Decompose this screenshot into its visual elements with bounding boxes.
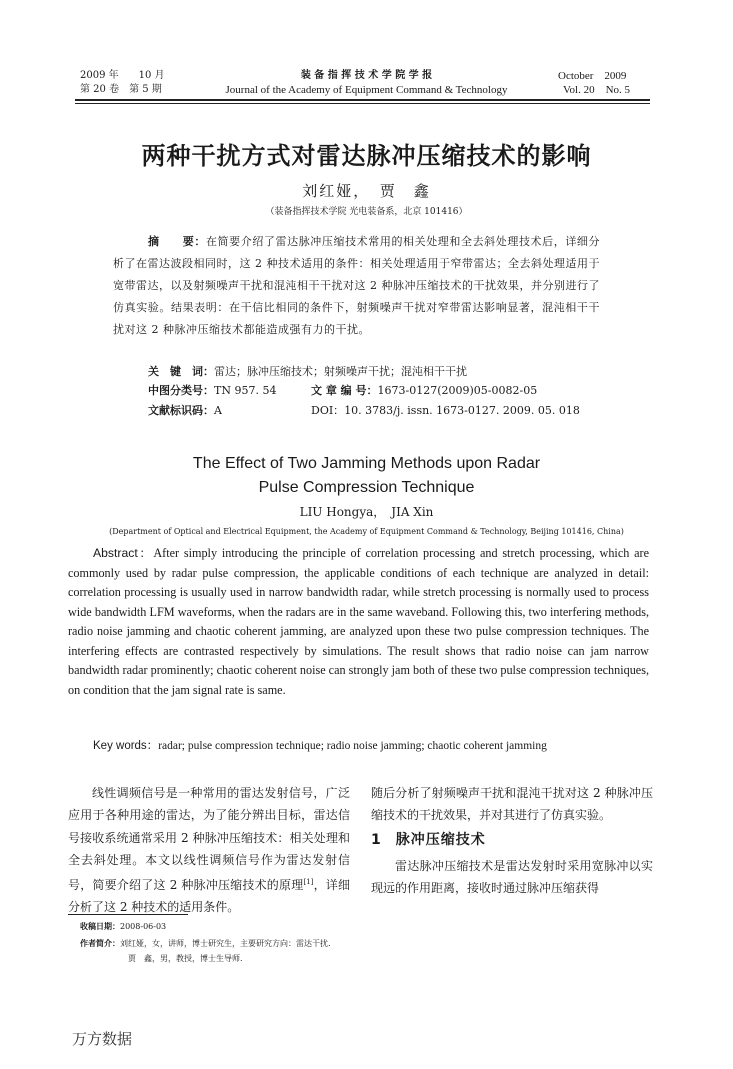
received-date: 2008-06-03 <box>120 922 167 931</box>
clc-label: 中图分类号： <box>148 384 214 397</box>
paper-title-cn: 两种干扰方式对雷达脉冲压缩技术的影响 <box>141 142 592 170</box>
doc-code-label: 文献标识码： <box>148 404 214 417</box>
citation-ref: [1] <box>303 878 314 887</box>
header-rule <box>75 99 650 101</box>
footnote-bio2: 贾 鑫，男，教授，博士生导师. <box>128 954 243 963</box>
header-volume: 第 20 卷 第 5 期 <box>80 84 162 95</box>
clc-number <box>148 382 276 400</box>
paper-title-en-line1: The Effect of Two Jamming Methods upon Radar <box>192 455 541 472</box>
journal-name-cn: 装 备 指 挥 技 术 学 院 学 报 <box>300 70 433 81</box>
doi-label: DOI： <box>311 404 345 417</box>
affiliation-cn: （装备指挥技术学院 光电装备系，北京 101416） <box>265 207 468 217</box>
journal-name-en: Journal of the Academy of Equipment Command & Technology <box>225 84 508 96</box>
abstract-cn-label: 摘 要： <box>148 235 206 248</box>
footnote-rule <box>68 914 188 915</box>
section-paragraph: 雷达脉冲压缩技术是雷达发射时采用宽脉冲以实现远的作用距离，接收时通过脉冲压缩获得 <box>371 858 653 896</box>
watermark: 万方数据 <box>72 1030 133 1048</box>
abstract-cn <box>113 231 600 341</box>
article-no-label: 文 章 编 号： <box>311 384 378 397</box>
header-rule-thin <box>75 103 650 104</box>
clc-value: TN 957. 54 <box>214 384 277 397</box>
authors-cn: 刘红娅， 贾 鑫 <box>302 182 431 200</box>
abstract-cn-text: 在简要介绍了雷达脉冲压缩技术常用的相关处理和全去斜处理技术后，详细分析了在雷达波段相同时，这 2 种技术适用的条件：相关处理适用于窄带雷达；全去斜处理适用于宽带雷达，以及射频噪声干扰和混沌相干干扰对这 2 种脉冲压缩技术的干扰效果，并分别进行了仿真实验。结果表明：在干信比相同的条件下，射频噪声干扰对窄带雷达影响显著，混沌相干干扰对这 2 种脉冲压缩技术都能造成强有力的干扰。 <box>113 235 601 336</box>
bio-author1: 刘红娅，女，讲师，博士研究生，主要研究方向：雷达干扰. <box>120 939 331 948</box>
doi <box>311 402 580 420</box>
received-label: 收稿日期： <box>80 922 120 931</box>
document-code <box>148 402 222 420</box>
section-heading <box>371 829 653 851</box>
keywords-cn <box>148 363 467 381</box>
intro-text-a: 线性调频信号是一种常用的雷达发射信号，广泛应用于各种用途的雷达，为了能分辨出目标，雷达信号接收系统通常采用 2 种脉冲压缩技术：相关处理和全去斜处理。本文以线性调频信号作为雷达发射信号，简要介绍了这 2 种脉冲压缩技术的原理 <box>68 786 350 893</box>
article-number <box>311 382 537 400</box>
authors-en: LIU Hongya， JIA Xin <box>299 505 434 519</box>
abstract-en <box>68 544 649 700</box>
header-vol-en: Vol. 20 No. 5 <box>563 84 631 96</box>
intro-text-b: ，详细分析了这 2 种技术的适用条件。 <box>68 878 350 915</box>
intro-paragraph <box>68 782 350 919</box>
section-number: 1 <box>371 831 382 848</box>
footnote-received <box>80 918 166 935</box>
keywords-cn-text: 雷达；脉冲压缩技术；射频噪声干扰；混沌相干干扰 <box>214 365 467 378</box>
header-month-en: October 2009 <box>558 70 627 82</box>
affiliation-en: (Department of Optical and Electrical Equipment, the Academy of Equipment Command & Technology, Beijing 101416, China) <box>109 527 624 536</box>
body-column-left <box>68 782 350 919</box>
doi-value: 10. 3783/j. issn. 1673-0127. 2009. 05. 018 <box>344 404 580 417</box>
section-title: 脉冲压缩技术 <box>395 831 486 848</box>
header-date: 2009 年 10 月 <box>80 70 165 81</box>
body-column-right <box>371 782 653 899</box>
bio-label: 作者简介： <box>80 939 120 948</box>
article-no-value: 1673-0127(2009)05-0082-05 <box>377 384 538 397</box>
keywords-en-text: radar; pulse compression technique; radio noise jamming; chaotic coherent jamming <box>158 740 547 752</box>
keywords-en <box>93 737 547 753</box>
paper-title-en-line2: Pulse Compression Technique <box>258 479 475 496</box>
abstract-en-label: Abstract： <box>93 546 154 560</box>
intro-paragraph-cont: 随后分析了射频噪声干扰和混沌干扰对这 2 种脉冲压缩技术的干扰效果，并对其进行了仿真实验。 <box>371 786 653 823</box>
keywords-cn-label: 关 键 词： <box>148 365 214 378</box>
doc-code-value: A <box>214 404 222 417</box>
keywords-en-label: Key words： <box>93 740 159 752</box>
abstract-en-text: After simply introducing the principle of correlation processing and stretch processing, which are commonly used by radar pulse compression, the applicable conditions of each technique are analyzed in detail: correlation processing is usually used in narrow bandwidth radar, while stretch processing is normally used to process wide bandwidth LFM waveforms, when the radars are in the same waveband. Following this, two interfering methods, radio noise jamming and chaotic coherent jamming, are analyzed upon these two pulse compression techniques. The interfering effects are contrasted respectively by simulations. The result shows that radio noise can jam narrow bandwidth radar prominently; chaotic coherent noise can strongly jam both of these two pulse compression techniques, on condition that the jam signal rate is same. <box>68 546 649 697</box>
